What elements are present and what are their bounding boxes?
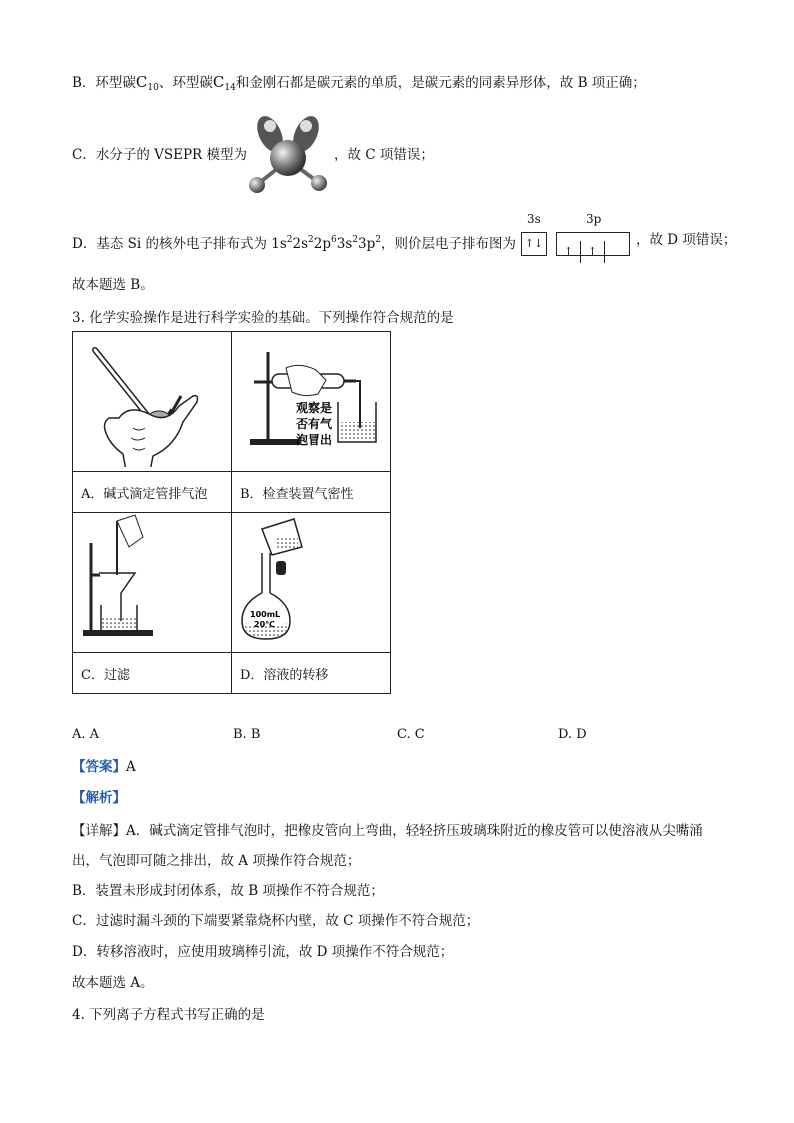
operations-table (72, 331, 391, 694)
option-c-suffix: ，故 C 项错误； (334, 147, 434, 163)
detail-line-3: B．装置未形成封闭体系，故 B 项操作不符合规范； (72, 883, 384, 899)
detail-line-1: 【详解】A．碱式滴定管排气泡时，把橡皮管向上弯曲，轻轻挤压玻璃珠附近的橡皮管可以使溶液从尖嘴涌 (72, 823, 703, 839)
note-line-2: 否有气 (296, 417, 333, 431)
detail-line-2: 出，气泡即可随之排出，故 A 项操作符合规范； (72, 853, 361, 869)
option-b-line: B．环型碳$C_{10}$、环型碳$C_{14}$和金刚石都是碳元素的单质，是碳元素的同素异形体，故 B 项正确； (72, 73, 646, 93)
answer-value: A (126, 759, 136, 775)
option-c-line: C．水分子的 VSEPR 模型为 (72, 147, 248, 163)
filtration-image (73, 513, 223, 648)
detail-line-5: D．转移溶液时，应使用玻璃棒引流，故 D 项操作不符合规范； (72, 944, 454, 960)
choice-d: D. D (558, 727, 587, 742)
caption-a: A．碱式滴定管排气泡 (73, 472, 232, 513)
burette-bubble-image (73, 332, 223, 467)
choice-b: B. B (233, 727, 261, 742)
choice-a: A. A (72, 727, 100, 742)
image-a-cell (73, 332, 232, 472)
orbital-cell-3p-2: ↑ (581, 241, 605, 263)
conclusion-a: 故本题选 A。 (72, 975, 154, 991)
detail-label: 【详解】 (72, 823, 126, 839)
solution-transfer-image (232, 513, 382, 648)
detail-line-4: C．过滤时漏斗颈的下端要紧靠烧杯内壁，故 C 项操作不符合规范； (72, 913, 480, 929)
answer-line (72, 757, 136, 777)
conclusion-b: 故本题选 B。 (72, 277, 154, 293)
choice-c: C. C (397, 727, 425, 742)
orbital-cell-3p-3 (605, 233, 629, 255)
option-d-line: D．基态 Si 的核外电子排布式为 $1s^22s^22p^63s^23p^2$，则价层电子排布图为 (72, 235, 516, 252)
orbital-box-3p (556, 232, 630, 256)
answer-label: 【答案】 (72, 759, 126, 775)
note-line-1: 观察是 (296, 401, 333, 415)
analysis-label: 【解析】 (72, 790, 126, 806)
option-d-suffix: ，故 D 项错误； (636, 232, 737, 248)
orbital-label-3p: 3p (586, 212, 602, 226)
image-c-cell (73, 513, 232, 653)
question-4: 4. 下列离子方程式书写正确的是 (72, 1007, 265, 1023)
orbital-cell-3p-1: ↑ (557, 241, 581, 263)
orbital-box-3s (521, 232, 547, 256)
flask-label-volume: 100mL (250, 610, 281, 619)
image-d-cell (232, 513, 391, 653)
caption-c: C．过滤 (73, 653, 232, 694)
note-line-3: 泡冒出 (296, 433, 333, 447)
airtightness-apparatus-image (232, 332, 382, 467)
orbital-cell-3s: ↑↓ (524, 237, 544, 250)
caption-b: B．检查装置气密性 (232, 472, 391, 513)
vsepr-water-model-image (240, 112, 332, 198)
caption-d: D．溶液的转移 (232, 653, 391, 694)
question-3: 3. 化学实验操作是进行科学实验的基础。下列操作符合规范的是 (72, 310, 454, 326)
orbital-label-3s: 3s (527, 212, 541, 226)
image-b-cell (232, 332, 391, 472)
flask-label-temperature: 20℃ (254, 620, 275, 629)
